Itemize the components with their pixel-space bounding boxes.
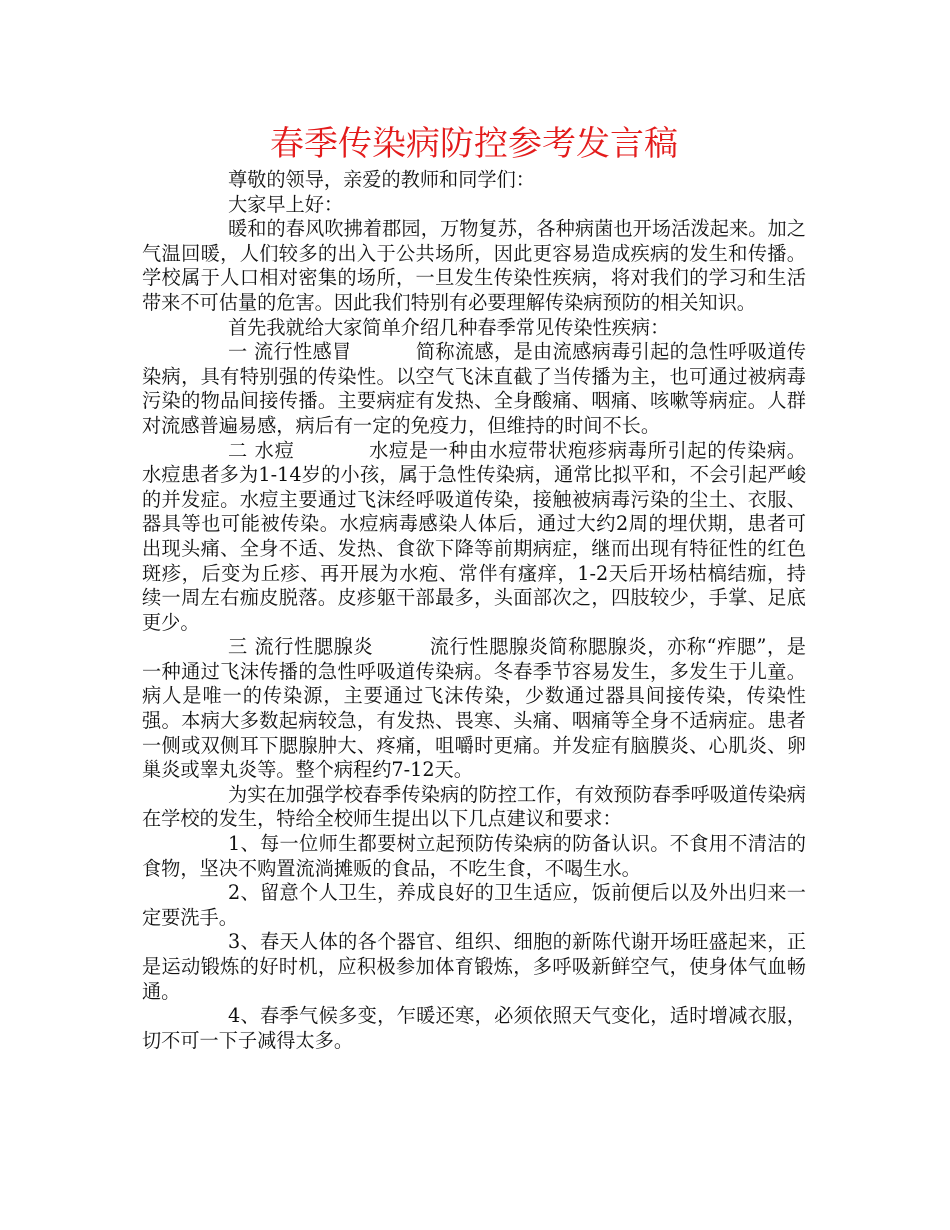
salutation: 尊敬的领导，亲爱的教师和同学们： [228,168,535,191]
recommendations-intro: 为实在加强学校春季传染病的防控工作，有效预防春季呼吸道传染病在学校的发生，特给全校师生提出以下几点建议和要求： [142,782,806,831]
intro-paragraph: 暖和的春风吹拂着郡园，万物复苏，各种病菌也开场活泼起来。加之气温回暖，人们较多的出入于公共场所，因此更容易造成疾病的发生和传播。学校属于人口相对密集的场所，一旦发生传染性疾病，将对我们的学习和生活带来不可估量的危害。因此我们特别有必要理解传染病预防的相关知识。 [142,217,806,314]
recommendation-1: 1、每一位师生都要树立起预防传染病的防备认识。不食用不清洁的食物，坚决不购置流淌摊贩的食品，不吃生食，不喝生水。 [142,832,806,880]
disease-intro: 首先我就给大家简单介绍几种春季常见传染性疾病： [228,315,670,339]
recommendation-3: 3、春天人体的各个器官、组织、细胞的新陈代谢开场旺盛起来，正是运动锻炼的好时机，应积极参加体育锻炼，多呼吸新鲜空气，使身体气血畅通。 [142,930,806,1003]
document-body [142,168,806,1053]
disease-chickenpox-text: 水痘是一种由水痘带状疱疹病毒所引起的传染病。水痘患者多为1-14岁的小孩，属于急性传染病，通常比拟平和，不会引起严峻的并发症。水痘主要通过飞沫经呼吸道传染，接触被病毒污染的尘土、衣服、器具等也可能被传染。水痘病毒感染人体后，通过大约2周的埋伏期，患者可出现头痛、全身不适、发热、食欲下降等前期病症，继而出现有特征性的红色斑疹，后变为丘疹、再开展为水疱、常伴有瘙痒，1-2天后开场枯槁结痂，持续一周左右痂皮脱落。皮疹躯干部最多，头面部次之，四肢较少，手掌、足底更少。 [142,438,806,634]
disease-influenza-text: 简称流感，是由流感病毒引起的急性呼吸道传染病，具有特别强的传染性。以空气飞沫直截了当传播为主，也可通过被病毒污染的物品间接传播。主要病症有发热、全身酸痛、咽痛、咳嗽等病症。人群对流感普遍易感，病后有一定的免疫力，但维持的时间不长。 [142,340,806,437]
greeting: 大家早上好： [228,192,344,216]
document-page [142,120,806,1053]
disease-influenza [142,340,806,438]
disease-mumps-text: 流行性腮腺炎简称腮腺炎，亦称“痄腮”，是一种通过飞沫传播的急性呼吸道传染病。冬春季节容易发生，多发生于儿童。病人是唯一的传染源，主要通过飞沫传染，少数通过器具间接传染，传染性强。本病大多数起病较急，有发热、畏寒、头痛、咽痛等全身不适病症。患者一侧或双侧耳下腮腺肿大、疼痛，咀嚼时更痛。并发症有脑膜炎、心肌炎、卵巢炎或睾丸炎等。整个病程约7-12天。 [142,635,806,782]
disease-chickenpox [142,439,806,636]
disease-mumps-heading: 三 流行性腮腺炎 [228,635,374,659]
disease-influenza-heading: 一 流行性感冒 [228,340,352,364]
recommendation-2: 2、留意个人卫生，养成良好的卫生适应，饭前便后以及外出归来一定要洗手。 [142,881,806,929]
disease-mumps [142,635,806,783]
recommendation-4: 4、春季气候多变，乍暖还寒，必须依照天气变化，适时增减衣服，切不可一下子减得太多。 [142,1004,806,1052]
disease-chickenpox-heading: 二 水痘 [228,438,295,462]
document-title: 春季传染病防控参考发言稿 [270,124,678,164]
